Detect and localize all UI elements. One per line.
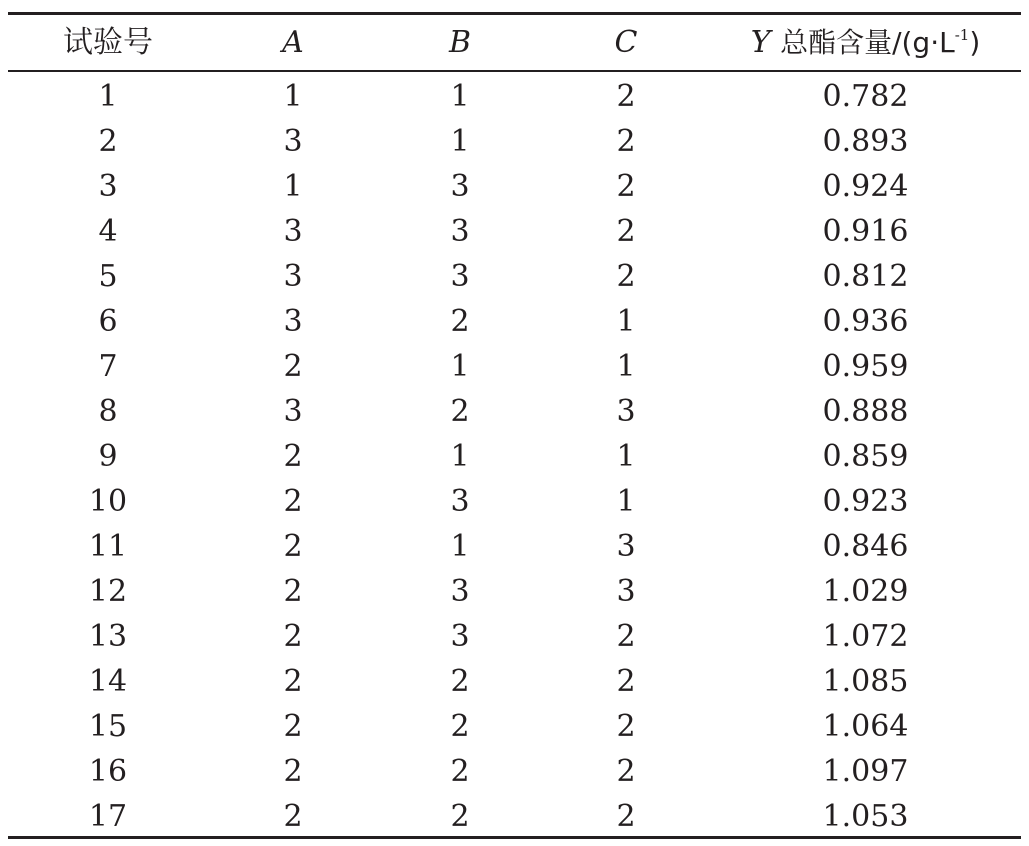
cell-factor-b: 3 (450, 483, 470, 519)
cell-total-ester: 1.097 (822, 753, 909, 789)
header-factor-a: A (282, 24, 304, 60)
cell-factor-c: 2 (616, 753, 636, 789)
cell-trial-no: 7 (98, 348, 118, 384)
cell-factor-a: 2 (283, 753, 303, 789)
cell-factor-a: 3 (283, 123, 303, 159)
table-row (8, 389, 1021, 434)
cell-trial-no: 6 (98, 303, 118, 339)
cell-factor-b: 3 (450, 168, 470, 204)
cell-factor-c: 2 (616, 78, 636, 114)
cell-factor-a: 2 (283, 618, 303, 654)
cell-total-ester: 1.064 (822, 708, 909, 744)
cell-factor-b: 1 (450, 528, 470, 564)
cell-total-ester: 1.053 (822, 798, 909, 834)
cell-factor-c: 3 (616, 573, 636, 609)
cell-total-ester: 0.924 (822, 168, 909, 204)
cell-factor-a: 2 (283, 708, 303, 744)
header-trial-no: 试验号 (63, 24, 153, 60)
cell-factor-c: 1 (616, 303, 636, 339)
cell-factor-c: 3 (616, 393, 636, 429)
cell-factor-b: 1 (450, 78, 470, 114)
cell-total-ester: 0.846 (822, 528, 909, 564)
header-total-ester (710, 24, 1021, 60)
cell-factor-b: 2 (450, 708, 470, 744)
table-row (8, 434, 1021, 479)
table-row (8, 344, 1021, 389)
cell-factor-c: 2 (616, 618, 636, 654)
cell-total-ester: 1.072 (822, 618, 909, 654)
header-y-close: ) (969, 25, 981, 59)
table-body (8, 74, 1021, 839)
table-row (8, 479, 1021, 524)
table-row (8, 209, 1021, 254)
table-header-row (8, 15, 1021, 70)
cell-trial-no: 17 (88, 798, 128, 834)
cell-factor-b: 3 (450, 573, 470, 609)
cell-total-ester: 0.893 (822, 123, 909, 159)
table-row (8, 254, 1021, 299)
header-factor-b: B (448, 24, 472, 60)
cell-total-ester: 0.888 (822, 393, 909, 429)
cell-trial-no: 13 (88, 618, 128, 654)
table-row (8, 704, 1021, 749)
cell-factor-b: 3 (450, 618, 470, 654)
cell-factor-b: 3 (450, 213, 470, 249)
cell-total-ester: 0.923 (822, 483, 909, 519)
cell-factor-b: 3 (450, 258, 470, 294)
table-row (8, 299, 1021, 344)
cell-factor-c: 2 (616, 708, 636, 744)
table-row (8, 524, 1021, 569)
cell-factor-a: 2 (283, 528, 303, 564)
cell-factor-b: 1 (450, 348, 470, 384)
cell-trial-no: 14 (88, 663, 128, 699)
cell-factor-a: 1 (283, 78, 303, 114)
cell-factor-b: 1 (450, 123, 470, 159)
cell-factor-a: 2 (283, 483, 303, 519)
results-table (8, 0, 1021, 846)
cell-factor-a: 3 (283, 303, 303, 339)
cell-total-ester: 0.936 (822, 303, 909, 339)
cell-factor-c: 2 (616, 168, 636, 204)
cell-factor-c: 1 (616, 438, 636, 474)
cell-factor-b: 2 (450, 753, 470, 789)
table-row (8, 794, 1021, 839)
cell-factor-a: 2 (283, 348, 303, 384)
header-y-label: 总酯含量/(g·L (780, 25, 955, 59)
cell-factor-b: 2 (450, 798, 470, 834)
cell-factor-c: 2 (616, 798, 636, 834)
cell-total-ester: 0.916 (822, 213, 909, 249)
cell-total-ester: 1.085 (822, 663, 909, 699)
cell-factor-c: 2 (616, 663, 636, 699)
cell-total-ester: 1.029 (822, 573, 909, 609)
cell-trial-no: 15 (88, 708, 128, 744)
cell-factor-b: 2 (450, 393, 470, 429)
cell-factor-b: 1 (450, 438, 470, 474)
cell-trial-no: 9 (98, 438, 118, 474)
cell-total-ester: 0.812 (822, 258, 909, 294)
cell-trial-no: 11 (88, 528, 128, 564)
table-row (8, 164, 1021, 209)
cell-factor-a: 3 (283, 258, 303, 294)
cell-factor-a: 1 (283, 168, 303, 204)
cell-factor-a: 2 (283, 798, 303, 834)
table-row (8, 659, 1021, 704)
cell-trial-no: 2 (98, 123, 118, 159)
table-row (8, 569, 1021, 614)
cell-factor-c: 3 (616, 528, 636, 564)
cell-total-ester: 0.859 (822, 438, 909, 474)
cell-factor-c: 1 (616, 348, 636, 384)
cell-factor-c: 1 (616, 483, 636, 519)
header-y-unit-exponent: -1 (954, 25, 970, 44)
table-row (8, 614, 1021, 659)
cell-trial-no: 16 (88, 753, 128, 789)
cell-factor-a: 3 (283, 213, 303, 249)
cell-trial-no: 1 (98, 78, 118, 114)
cell-total-ester: 0.959 (822, 348, 909, 384)
cell-factor-b: 2 (450, 303, 470, 339)
cell-factor-c: 2 (616, 213, 636, 249)
cell-trial-no: 5 (98, 258, 118, 294)
cell-factor-b: 2 (450, 663, 470, 699)
cell-factor-a: 2 (283, 438, 303, 474)
table-row (8, 74, 1021, 119)
header-factor-c: C (614, 24, 638, 60)
table-header-rule (8, 70, 1021, 72)
cell-factor-c: 2 (616, 258, 636, 294)
cell-factor-a: 2 (283, 663, 303, 699)
cell-trial-no: 8 (98, 393, 118, 429)
header-y-variable: Y (750, 24, 771, 60)
table-row (8, 749, 1021, 794)
cell-trial-no: 3 (98, 168, 118, 204)
cell-factor-c: 2 (616, 123, 636, 159)
cell-trial-no: 10 (88, 483, 128, 519)
cell-trial-no: 4 (98, 213, 118, 249)
table-bottom-rule (8, 836, 1021, 839)
cell-factor-a: 3 (283, 393, 303, 429)
cell-factor-a: 2 (283, 573, 303, 609)
cell-total-ester: 0.782 (822, 78, 909, 114)
cell-trial-no: 12 (88, 573, 128, 609)
table-row (8, 119, 1021, 164)
